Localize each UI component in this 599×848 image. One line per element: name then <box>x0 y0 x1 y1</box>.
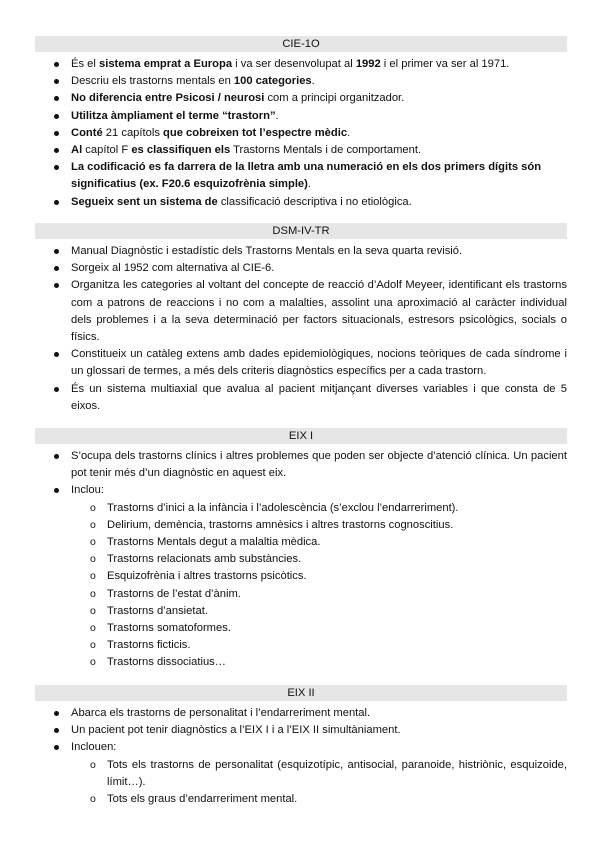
bold-text: Conté <box>71 126 103 139</box>
text: 21 capítols <box>102 126 164 139</box>
sublist-item: o Trastorns d’ansietat. <box>71 603 567 620</box>
bold-text: que cobreixen tot l’espectre mèdic <box>163 126 348 139</box>
bold-text: es classifiquen els <box>131 144 231 157</box>
section-header-cie: CIE-1O <box>35 36 567 52</box>
text: classificació descriptiva i no etiològica. <box>217 195 412 208</box>
text: com a principi organitzador. <box>264 92 405 105</box>
list-item <box>35 482 567 671</box>
text: . <box>347 126 351 139</box>
list-item: S’ocupa dels trastorns clínics i altres problemes que poden ser objecte d’atenció clínica. Un pacient pot tenir més d’un diagnòstic en aquest eix. <box>35 448 567 482</box>
bold-text: No diferencia entre Psicosi / neurosi <box>71 92 265 105</box>
text: capítol F <box>82 144 132 157</box>
sublist-item: o Trastorns relacionats amb substàncies. <box>71 551 567 568</box>
sublist-item: o Trastorns dissociatius… <box>71 654 567 671</box>
list-item: Manual Diagnòstic i estadístic dels Trastorns Mentals en la seva quarta revisió. <box>35 243 567 260</box>
sublist-item: o Tots els graus d’endarreriment mental. <box>71 791 567 808</box>
list-item: Un pacient pot tenir diagnòstics a l’EIX I i a l’EIX II simultàniament. <box>35 722 567 739</box>
eix1-list <box>35 448 567 672</box>
eix2-list <box>35 705 567 808</box>
list-item <box>35 90 567 107</box>
eix1-sublist <box>71 500 567 672</box>
text: . <box>311 75 315 88</box>
section-eix2 <box>35 685 567 808</box>
bold-text: Segueix sent un sistema de <box>71 195 218 208</box>
section-eix1 <box>35 428 567 672</box>
list-item: Constitueix un catàleg extens amb dades epidemiològiques, nocions teòriques de cada síndrome i un glossari de termes, a més dels criteris diagnòstics específics per a cada trastorn. <box>35 346 567 380</box>
text: . <box>275 109 279 122</box>
list-item: Abarca els trastorns de personalitat i l’endarreriment mental. <box>35 705 567 722</box>
bold-text: 100 categories <box>233 75 312 88</box>
section-dsm <box>35 223 567 415</box>
text: Descriu els trastorns mentals en <box>71 75 234 88</box>
text: És el <box>71 58 99 70</box>
text: i va ser desenvolupat al <box>232 58 356 70</box>
list-item: És un sistema multiaxial que avalua al pacient mitjançant diverses variables i que consta de 5 eixos. <box>35 381 567 415</box>
text: Trastorns Mentals i de comportament. <box>230 144 422 157</box>
includes-label: Inclou: <box>71 484 104 497</box>
list-item <box>35 739 567 808</box>
list-item <box>35 125 567 142</box>
cie-list <box>35 56 567 211</box>
bold-text: La codificació es fa darrera de la lletra amb una numeració en els dos primers dígits són significatius (ex. F20.6 esquizofrènia simple) <box>71 161 542 191</box>
list-item <box>35 56 567 73</box>
list-item <box>35 73 567 90</box>
sublist-item: o Tots els trastorns de personalitat (esquizotípic, antisocial, paranoide, histriònic, esquizoide, límit…). <box>71 757 567 791</box>
section-header-eix2: EIX II <box>35 685 567 701</box>
list-item: Organitza les categories al voltant del concepte de reacció d’Adolf Meyeer, identificant els trastorns com a patrons de reaccions i no com a malalties, assolint una aproximació al caràcter individual dels problemes i a la seva determinació per factors situacionals, estresors psicològics, socials o físics. <box>35 277 567 346</box>
list-item <box>35 142 567 159</box>
sublist-item: o Trastorns Mentals degut a malaltia mèdica. <box>71 534 567 551</box>
list-item <box>35 108 567 125</box>
bold-text: Utilitza àmpliament el terme “trastorn” <box>71 109 276 122</box>
sublist-item: o Trastorns de l’estat d’ànim. <box>71 586 567 603</box>
sublist-item: o Delirium, demència, trastorns amnèsics i altres trastorns cognoscitius. <box>71 517 567 534</box>
sublist-item: o Trastorns d’inici a la infància i l’adolescència (s’exclou l’endarreriment). <box>71 500 567 517</box>
bold-text: sistema emprat a Europa <box>98 58 233 70</box>
sublist-item: o Esquizofrènia i altres trastorns psicòtics. <box>71 568 567 585</box>
bold-text: Al <box>71 144 83 157</box>
section-header-dsm: DSM-IV-TR <box>35 223 567 239</box>
dsm-list <box>35 243 567 415</box>
text: . <box>307 178 311 191</box>
sublist-item: o Trastorns ficticis. <box>71 637 567 654</box>
section-cie <box>35 36 567 211</box>
includes-label: Inclouen: <box>71 741 117 754</box>
sublist-item: o Trastorns somatoformes. <box>71 620 567 637</box>
eix2-sublist <box>71 757 567 809</box>
list-item <box>35 159 567 193</box>
list-item: Sorgeix al 1952 com alternativa al CIE-6. <box>35 260 567 277</box>
text: i el primer va ser al 1971. <box>380 58 510 70</box>
section-header-eix1: EIX I <box>35 428 567 444</box>
bold-text: 1992 <box>355 58 381 70</box>
list-item <box>35 194 567 211</box>
